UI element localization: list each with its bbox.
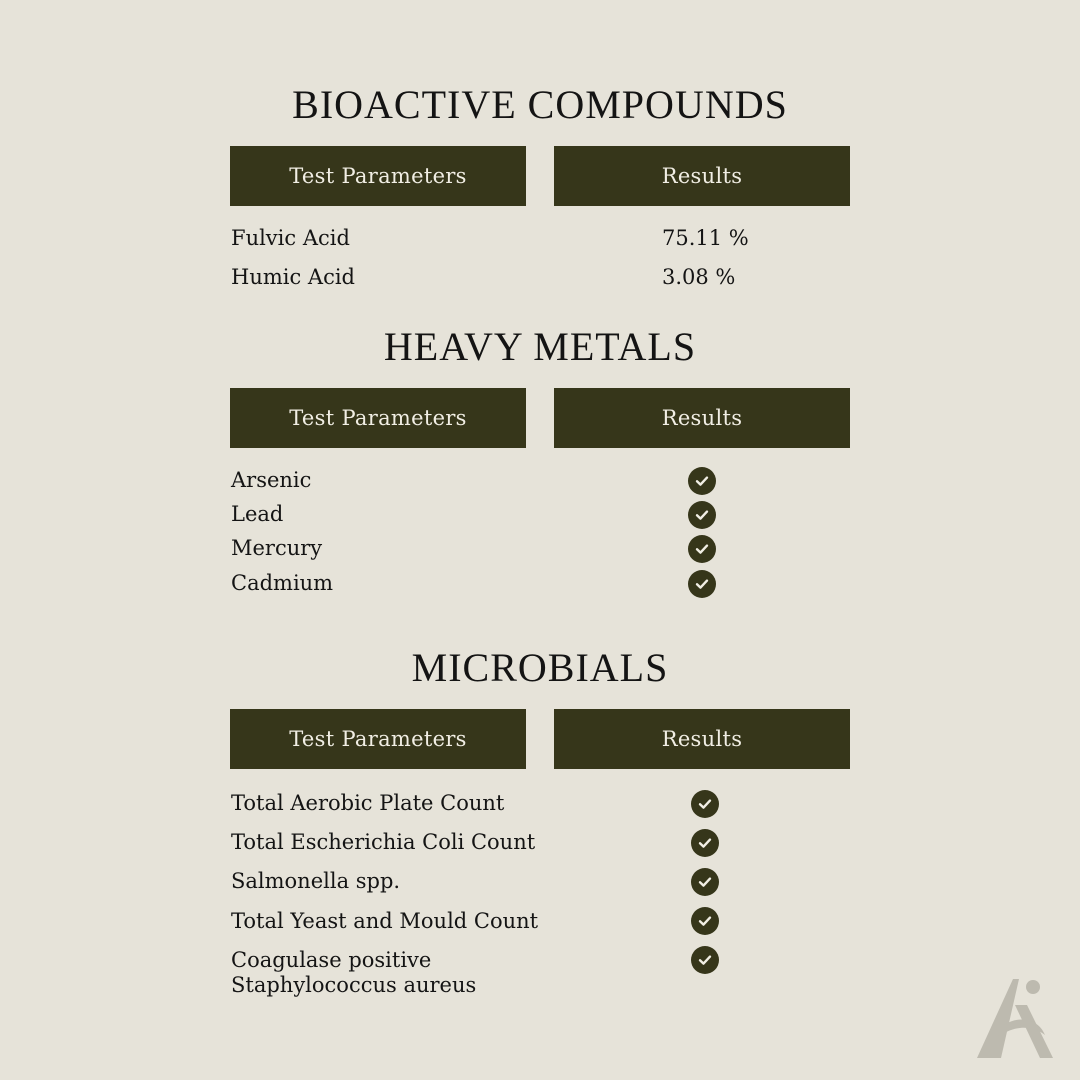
param-fulvic-acid: Fulvic Acid	[231, 226, 350, 250]
param-cadmium: Cadmium	[231, 571, 334, 595]
param-arsenic: Arsenic	[231, 468, 312, 492]
param-humic-acid: Humic Acid	[231, 265, 355, 289]
param-total-aerobic-plate-count: Total Aerobic Plate Count	[231, 791, 505, 815]
result-fulvic-acid: 75.11 %	[662, 226, 749, 250]
section-title-microbials: MICROBIALS	[411, 645, 669, 690]
section-title-heavy-metals: HEAVY METALS	[383, 324, 697, 369]
header-results: Results	[554, 146, 850, 206]
header-test-parameters: Test Parameters	[230, 388, 526, 448]
header-results: Results	[554, 388, 850, 448]
check-circle-icon	[691, 790, 719, 818]
check-circle-icon	[688, 501, 716, 529]
param-salmonella-spp: Salmonella spp.	[231, 869, 401, 893]
param-lead: Lead	[231, 502, 284, 526]
header-test-parameters: Test Parameters	[230, 709, 526, 769]
check-circle-icon	[688, 535, 716, 563]
check-circle-icon	[691, 868, 719, 896]
param-total-yeast-and-mould-count: Total Yeast and Mould Count	[231, 909, 539, 933]
result-humic-acid: 3.08 %	[662, 265, 736, 289]
check-circle-icon	[688, 570, 716, 598]
check-circle-icon	[688, 467, 716, 495]
header-results: Results	[554, 709, 850, 769]
param-total-escherichia-coli-count: Total Escherichia Coli Count	[231, 830, 536, 854]
check-circle-icon	[691, 907, 719, 935]
param-coagulase-positive-line2: Staphylococcus aureus	[231, 973, 477, 997]
brand-logo-icon	[975, 975, 1055, 1060]
param-coagulase-positive-line1: Coagulase positive	[231, 948, 432, 972]
check-circle-icon	[691, 829, 719, 857]
section-title-bioactive-compounds: BIOACTIVE COMPOUNDS	[292, 82, 788, 127]
header-test-parameters: Test Parameters	[230, 146, 526, 206]
check-circle-icon	[691, 946, 719, 974]
param-mercury: Mercury	[231, 536, 323, 560]
